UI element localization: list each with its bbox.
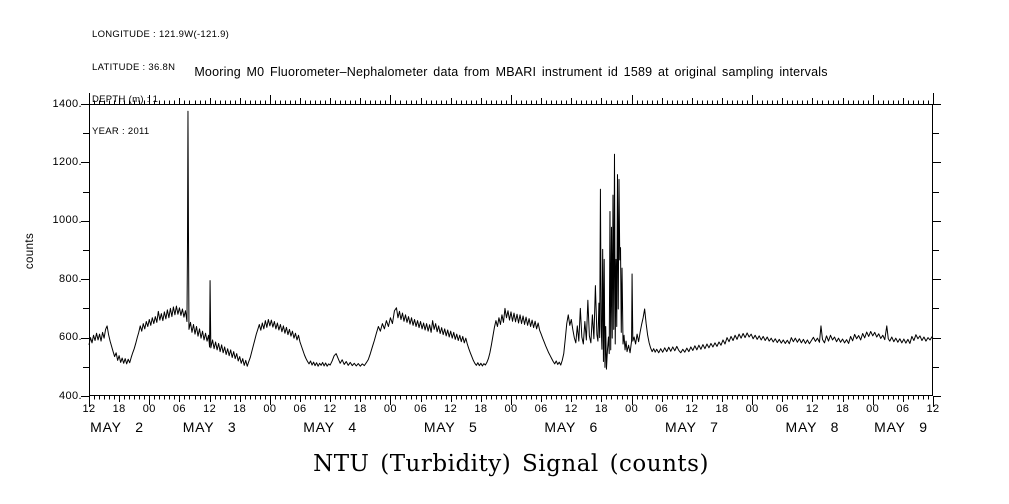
day-label: MAY 7 (665, 419, 719, 435)
plot-svg (89, 104, 933, 396)
day-label: MAY 8 (785, 419, 840, 435)
x-tick-label: 06 (172, 403, 186, 415)
x-tick-label: 12 (685, 403, 699, 415)
x-axis-day-labels (89, 419, 933, 437)
y-tick-label: 600. (58, 331, 82, 344)
y-tick-label: 400. (58, 389, 82, 402)
day-label: MAY 9 (874, 419, 928, 435)
x-tick-label: 12 (564, 403, 578, 415)
y-axis-title-text: counts (24, 232, 36, 270)
metadata-latitude: LATITUDE : 36.8N (92, 61, 176, 73)
y-axis-tick-labels (30, 97, 82, 402)
x-tick-label: 12 (203, 403, 217, 415)
x-tick-label: 06 (534, 403, 548, 415)
day-label: MAY 6 (544, 419, 599, 435)
x-tick-label: 18 (112, 403, 126, 415)
x-tick-label: 18 (353, 403, 367, 415)
x-tick-label: 00 (866, 403, 880, 415)
x-tick-label: 18 (594, 403, 608, 415)
x-axis-title: NTU (Turbidity) Signal (counts) (313, 451, 709, 477)
x-tick-label: 18 (715, 403, 729, 415)
x-tick-label: 12 (926, 403, 940, 415)
y-tick-label: 1000. (52, 214, 82, 227)
day-label: MAY 2 (90, 419, 144, 435)
x-axis-tick-labels (82, 403, 940, 417)
x-tick-label: 06 (655, 403, 669, 415)
metadata-longitude: LONGITUDE : 121.9W(-121.9) (92, 29, 230, 41)
x-tick-label: 06 (293, 403, 307, 415)
x-tick-label: 00 (745, 403, 759, 415)
y-tick-label: 800. (58, 272, 82, 285)
day-label: MAY 3 (182, 419, 237, 435)
x-tick-label: 06 (414, 403, 428, 415)
day-label: MAY 4 (303, 419, 357, 435)
x-tick-label: 06 (896, 403, 910, 415)
x-tick-label: 12 (444, 403, 458, 415)
x-tick-label: 00 (625, 403, 639, 415)
y-tick-label: 1200. (52, 155, 82, 168)
x-tick-label: 18 (474, 403, 488, 415)
x-tick-label: 00 (504, 403, 518, 415)
day-label: MAY 5 (423, 419, 478, 435)
x-tick-label: 18 (233, 403, 247, 415)
turbidity-trace (89, 111, 933, 369)
x-tick-label: 06 (775, 403, 789, 415)
x-tick-label: 12 (82, 403, 96, 415)
x-tick-label: 00 (383, 403, 397, 415)
y-tick-label: 1400. (52, 97, 82, 110)
x-tick-label: 12 (805, 403, 819, 415)
x-tick-label: 18 (836, 403, 850, 415)
chart-title: Mooring M0 Fluorometer–Nephalometer data from MBARI instrument id 1589 at original sampling intervals (194, 65, 828, 79)
plot-border (90, 105, 933, 396)
metadata-year: YEAR : 2011 (92, 125, 150, 137)
x-tick-label: 00 (263, 403, 277, 415)
x-tick-label: 00 (142, 403, 156, 415)
x-tick-label: 12 (323, 403, 337, 415)
metadata-depth: DEPTH (m) : 1 (92, 93, 159, 105)
